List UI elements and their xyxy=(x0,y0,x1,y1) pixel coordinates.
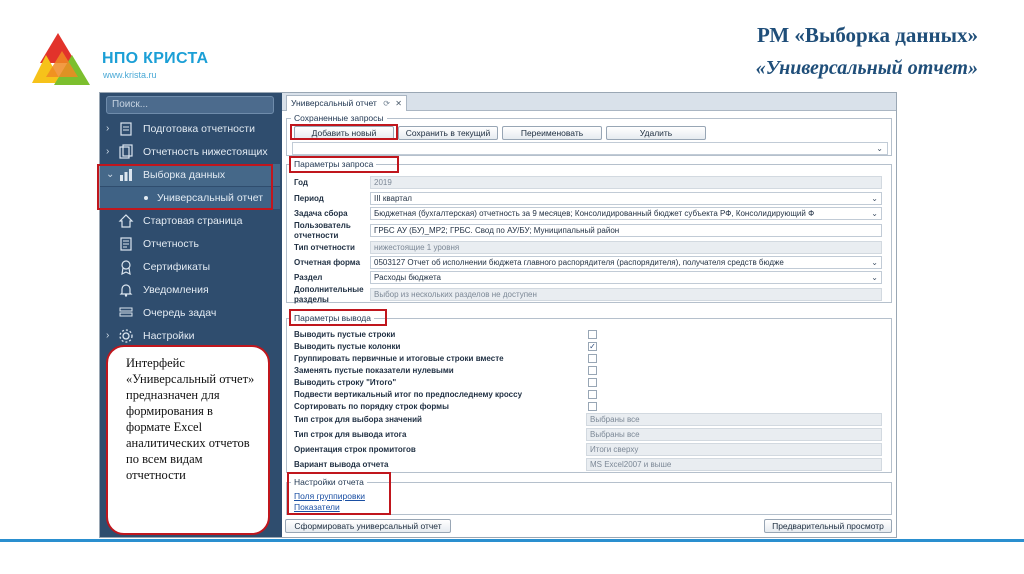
subordinate-reports-icon xyxy=(118,144,134,160)
output-params-legend: Параметры вывода xyxy=(294,313,371,323)
chevron-down-icon: ⌄ xyxy=(871,194,878,203)
sidebar-item-report-prep[interactable] xyxy=(100,118,280,140)
brand-name: НПО КРИСТА xyxy=(102,50,209,67)
sidebar-item-label: Стартовая страница xyxy=(143,215,243,227)
collection-task-label: Задача сбора xyxy=(294,209,348,218)
tab-bar xyxy=(282,93,896,111)
checkbox-vertical-total[interactable] xyxy=(588,390,597,399)
sidebar-item-label: Универсальный отчет xyxy=(157,192,264,204)
home-icon xyxy=(118,213,134,229)
output-variant-value: MS Excel2007 и выше xyxy=(590,460,672,469)
settings-icon xyxy=(118,328,134,344)
section-label: Раздел xyxy=(294,273,323,282)
save-current-button[interactable]: Сохранить в текущий xyxy=(398,126,498,140)
rename-button[interactable]: Переименовать xyxy=(502,126,602,140)
output-variant-label: Вариант вывода отчета xyxy=(294,460,389,469)
sidebar-item-label: Выборка данных xyxy=(143,169,226,181)
collection-task-select[interactable] xyxy=(370,207,882,220)
report-user-field[interactable] xyxy=(370,224,882,237)
report-settings-legend: Настройки отчета xyxy=(294,477,364,487)
report-type-value: нижестоящие 1 уровня xyxy=(374,243,460,252)
brand-url: www.krista.ru xyxy=(103,70,157,80)
tab-universal-report[interactable] xyxy=(286,95,407,111)
period-label: Период xyxy=(294,194,324,203)
indicators-link[interactable]: Показатели xyxy=(294,502,340,512)
chevron-down-icon: ⌄ xyxy=(106,169,115,180)
sidebar-item-notifications[interactable] xyxy=(100,279,280,301)
check-label-zero-fill: Заменять пустые показатели нулевыми xyxy=(294,366,454,375)
sidebar-item-label: Отчетность xyxy=(143,238,199,250)
notifications-icon xyxy=(118,282,134,298)
section-value: Расходы бюджета xyxy=(374,273,441,282)
preview-button[interactable]: Предварительный просмотр xyxy=(764,519,892,533)
chevron-right-icon: › xyxy=(106,330,110,341)
report-user-label: Пользователь отчетности xyxy=(294,221,351,240)
sidebar-item-label: Настройки xyxy=(143,330,195,342)
sidebar-item-label: Уведомления xyxy=(143,284,209,296)
sidebar-item-start-page[interactable] xyxy=(100,210,280,232)
sidebar-item-label: Сертификаты xyxy=(143,261,210,273)
close-icon[interactable]: ✕ xyxy=(395,99,402,108)
extra-sections-field xyxy=(370,288,882,301)
year-label: Год xyxy=(294,178,308,187)
extra-sections-value: Выбор из нескольких разделов не доступен xyxy=(374,290,537,299)
check-label-empty-columns: Выводить пустые колонки xyxy=(294,342,401,351)
slide-title-line1: РМ «Выборка данных» xyxy=(756,23,978,47)
sidebar-item-task-queue[interactable] xyxy=(100,302,280,324)
sidebar-item-subordinate-reports[interactable] xyxy=(100,141,280,163)
value-rows-type-select[interactable] xyxy=(586,413,882,426)
year-field xyxy=(370,176,882,189)
highlight-add-new xyxy=(290,124,398,140)
check-label-empty-rows: Выводить пустые строки xyxy=(294,330,396,339)
year-value: 2019 xyxy=(374,178,392,187)
checkbox-total-row[interactable] xyxy=(588,378,597,387)
checkbox-group-rows[interactable] xyxy=(588,354,597,363)
sidebar-item-label: Очередь задач xyxy=(143,307,217,319)
sidebar-item-label: Отчетность нижестоящих xyxy=(143,146,268,158)
check-label-total-row: Выводить строку "Итого" xyxy=(294,378,397,387)
chevron-down-icon: ⌄ xyxy=(871,209,878,218)
chevron-right-icon: › xyxy=(106,146,110,157)
checkbox-sort-rows[interactable] xyxy=(588,402,597,411)
check-label-vertical-total: Подвести вертикальный итог по предпоследнему кроссу xyxy=(294,390,523,399)
period-value: III квартал xyxy=(374,194,412,203)
sidebar-search-input[interactable]: Поиск... xyxy=(106,96,274,114)
sidebar-item-certificates[interactable] xyxy=(100,256,280,278)
slide-title-line2: «Универсальный отчет» xyxy=(755,57,978,79)
total-rows-type-value: Выбраны все xyxy=(590,430,640,439)
task-queue-icon xyxy=(118,305,134,321)
subtotal-orientation-select[interactable] xyxy=(586,443,882,456)
add-new-button[interactable]: Добавить новый xyxy=(294,126,394,140)
period-select[interactable] xyxy=(370,192,882,205)
check-label-sort-rows: Сортировать по порядку строк формы xyxy=(294,402,449,411)
checkbox-empty-rows[interactable] xyxy=(588,330,597,339)
subtotal-orientation-value: Итоги сверху xyxy=(590,445,639,454)
certificate-icon xyxy=(118,259,134,275)
delete-button[interactable]: Удалить xyxy=(606,126,706,140)
grouping-fields-link[interactable]: Поля группировки xyxy=(294,491,365,501)
checkbox-empty-columns[interactable]: ✓ xyxy=(589,342,596,351)
saved-queries-legend: Сохраненные запросы xyxy=(294,113,384,123)
subtotal-orientation-label: Ориентация строк промитогов xyxy=(294,445,416,454)
report-form-select[interactable] xyxy=(370,256,882,269)
sidebar-item-label: Подготовка отчетности xyxy=(143,123,255,135)
report-form-value: 0503127 Отчет об исполнении бюджета главного распорядителя (распорядителя), получателя средств бюдже xyxy=(374,258,784,267)
bottom-accent-line xyxy=(0,539,1024,542)
chevron-down-icon: ⌄ xyxy=(876,144,883,153)
chevron-down-icon: ⌄ xyxy=(871,258,878,267)
request-params-legend: Параметры запроса xyxy=(294,159,374,169)
report-type-field xyxy=(370,241,882,254)
reports-icon xyxy=(118,236,134,252)
sidebar-item-reports[interactable] xyxy=(100,233,280,255)
extra-sections-label: Дополнительные разделы xyxy=(294,285,364,304)
output-variant-select[interactable] xyxy=(586,458,882,471)
highlight-sidebar-selection xyxy=(97,164,273,210)
slide-title xyxy=(756,22,978,81)
sidebar-item-settings[interactable] xyxy=(100,325,280,347)
collection-task-value: Бюджетная (бухгалтерская) отчетность за 9 месяцев; Консолидированный бюджет субъекта РФ, Консолидирующий Ф xyxy=(374,209,815,218)
description-callout: Интерфейс «Универсальный отчет» предназначен для формирования в формате Excel аналитических отчетов по всем видам отчетности xyxy=(106,345,270,535)
chevron-down-icon: ⌄ xyxy=(871,273,878,282)
value-rows-type-label: Тип строк для выбора значений xyxy=(294,415,422,424)
total-rows-type-label: Тип строк для вывода итога xyxy=(294,430,407,439)
report-prep-icon xyxy=(118,121,134,137)
saved-query-select[interactable] xyxy=(292,142,888,155)
generate-report-button[interactable]: Сформировать универсальный отчет xyxy=(285,519,451,533)
checkbox-zero-fill[interactable] xyxy=(588,366,597,375)
report-type-label: Тип отчетности xyxy=(294,243,355,252)
check-label-group-rows: Группировать первичные и итоговые строки вместе xyxy=(294,354,504,363)
report-user-value: ГРБС АУ (БУ)_МР2; ГРБС. Свод по АУ/БУ; Муниципальный район xyxy=(374,226,620,235)
tab-label: Универсальный отчет xyxy=(291,98,377,108)
krista-logo xyxy=(32,33,98,91)
highlight-output-params xyxy=(289,309,387,326)
total-rows-type-select[interactable] xyxy=(586,428,882,441)
report-form-label: Отчетная форма xyxy=(294,258,361,267)
refresh-icon[interactable]: ⟳ xyxy=(383,99,390,108)
chevron-right-icon: › xyxy=(106,123,110,134)
highlight-request-params xyxy=(289,156,399,173)
value-rows-type-value: Выбраны все xyxy=(590,415,640,424)
section-select[interactable] xyxy=(370,271,882,284)
highlight-report-settings xyxy=(287,472,391,515)
